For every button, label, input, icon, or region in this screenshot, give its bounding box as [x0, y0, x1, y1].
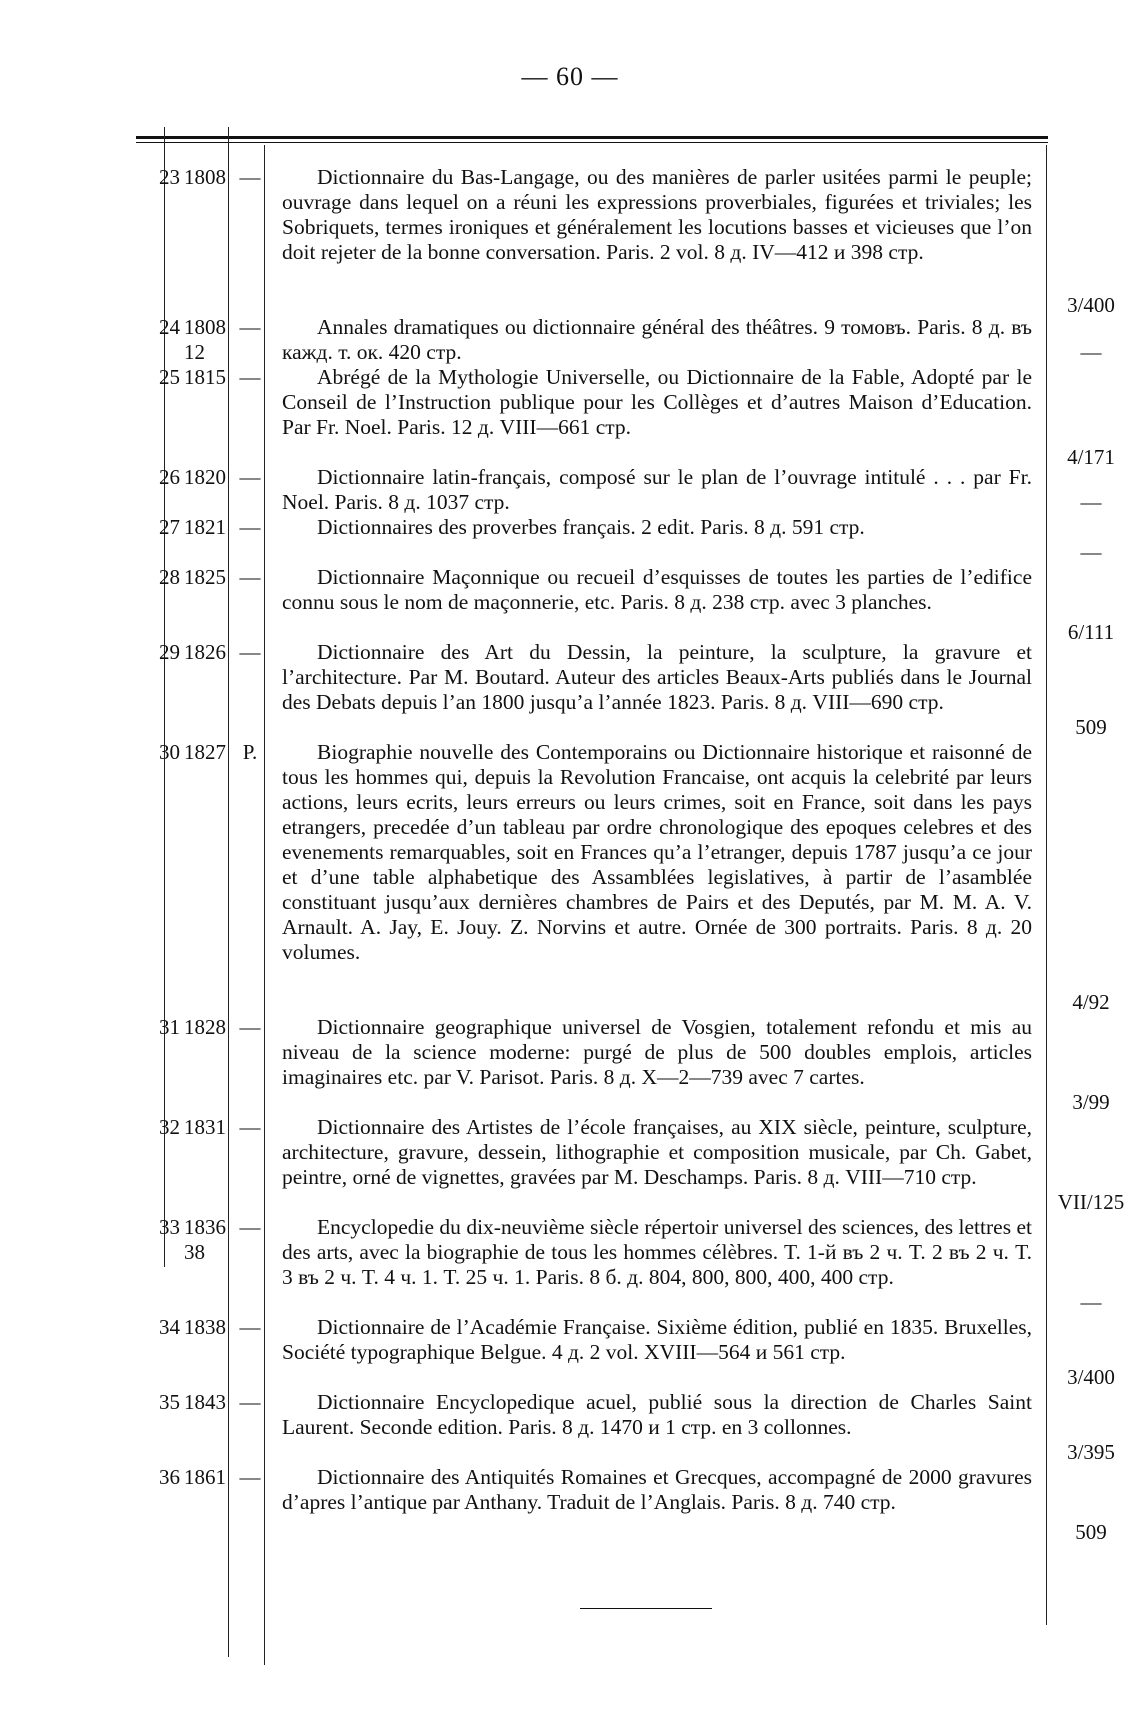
entry-year: 1815	[184, 365, 226, 389]
entry-mark: —	[239, 1390, 261, 1414]
entry-price: 4/171	[1067, 445, 1115, 469]
entry-price: 3/400	[1067, 1365, 1115, 1389]
entry-text: Annales dramatiques ou dictionnaire général des théâtres. 9 томовъ. Paris. 8 д. въ кажд. т. ок. 420 стр.	[282, 315, 1032, 364]
entry-text: Dictionnaire des Antiquités Romaines et Grecques, accompagné de 2000 gravures d’apres l’antique par Anthany. Traduit de l’Anglais. Paris. 8 д. 740 стр.	[282, 1465, 1032, 1514]
entry-year: 1808	[184, 165, 226, 189]
entry-price: 3/99	[1072, 1090, 1110, 1114]
entry-text: Dictionnaire Encyclopedique acuel, publié sous la direction de Charles Saint Laurent. Seconde edition. Paris. 8 д. 1470 и 1 стр. en 3 collonnes.	[282, 1390, 1032, 1439]
entry-price: 509	[1075, 1520, 1107, 1544]
entry-price: 3/400	[1067, 293, 1115, 317]
entry-number: 23	[159, 165, 180, 189]
entry-price: 3/395	[1067, 1440, 1115, 1464]
entry-year: 1825	[184, 565, 226, 589]
entry-year: 1831	[184, 1115, 226, 1139]
entry-number: 33	[159, 1215, 180, 1239]
column-divider	[264, 145, 265, 1665]
entry-text: Dictionnaires des proverbes français. 2 edit. Paris. 8 д. 591 стр.	[317, 515, 865, 539]
entry-year: 1843	[184, 1390, 226, 1414]
header-rule-thin	[136, 142, 1048, 143]
entry-mark: P.	[242, 740, 258, 764]
entry-mark: —	[239, 565, 261, 589]
entry-text: Dictionnaire de l’Académie Française. Sixième édition, publié en 1835. Bruxelles, Société typographique Belgue. 4 д. 2 vol. XVIII—564 и 561 стр.	[282, 1315, 1032, 1364]
entry-price: —	[1080, 490, 1102, 514]
entry-text: Dictionnaire geographique universel de Vosgien, totalement refondu et mis au niveau de la science moderne: purgé de plus de 500 doubles emplois, articles imaginaires etc. par V. Parisot. Paris. 8 д. X—2—739 avec 7 cartes.	[282, 1015, 1032, 1089]
entry-number: 25	[159, 365, 180, 389]
column-divider	[1046, 145, 1047, 1625]
entry-text: Dictionnaire des Art du Dessin, la peinture, la sculpture, la gravure et l’architecture. Par M. Boutard. Auteur des articles Beaux-Arts publiés dans le Journal des Debats depuis l’an 1800 jusqu’a l’année 1823. Paris. 8 д. VIII—690 стр.	[282, 640, 1032, 714]
entry-year: 1827	[184, 740, 226, 764]
entry-price: 6/111	[1067, 620, 1115, 644]
page-number: — 60 —	[521, 62, 619, 91]
entry-price: VII/125	[1057, 1190, 1125, 1214]
footer-rule	[580, 1608, 712, 1609]
entry-number: 29	[159, 640, 180, 664]
entry-number: 32	[159, 1115, 180, 1139]
column-divider	[164, 127, 165, 1267]
entry-price: —	[1080, 1290, 1102, 1314]
entry-text: Encyclopedie du dix-neuvième siècle répertoir universel des sciences, des lettres et des arts, avec la biographie de tous les hommes célèbres. T. 1-й въ 2 ч. T. 2 въ 2 ч. T. 3 въ 2 ч. T. 4 ч. 1. T. 25 ч. 1. Paris. 8 б. д. 804, 800, 800, 400, 400 стр.	[282, 1215, 1032, 1289]
entry-mark: —	[239, 1315, 261, 1339]
entry-text: Dictionnaire Maçonnique ou recueil d’esquisses de toutes les parties de l’edifice connu sous le nom de maçonnerie, etc. Paris. 8 д. 238 стр. avec 3 planches.	[282, 565, 1032, 614]
entry-text: Dictionnaire du Bas-Langage, ou des manières de parler usitées parmi le peuple; ouvrage dans lequel on a réuni les expressions proverbiales, figurées et triviales; les Sobriquets, termes ironiques et généralement les locutions basses et vicieuses que l’on doit rejeter de la bonne conversation. Paris. 2 vol. 8 д. IV—412 и 398 стр.	[282, 165, 1032, 264]
entry-price: —	[1080, 340, 1102, 364]
entry-number: 36	[159, 1465, 180, 1489]
entry-text: Dictionnaire latin-français, composé sur le plan de l’ouvrage intitulé . . . par Fr. Noel. Paris. 8 д. 1037 стр.	[282, 465, 1032, 514]
entry-number: 30	[159, 740, 180, 764]
entry-price: —	[1080, 540, 1102, 564]
entry-price: 4/92	[1072, 990, 1110, 1014]
entry-mark: —	[239, 1015, 261, 1039]
entry-text: Abrégé de la Mythologie Universelle, ou Dictionnaire de la Fable, Adopté par le Conseil de l’Instruction publique pour les Collèges et d’autres Maison d’Education. Par Fr. Noel. Paris. 12 д. VIII—661 стр.	[282, 365, 1032, 439]
entry-number: 26	[159, 465, 180, 489]
entry-number: 27	[159, 515, 180, 539]
entry-year: 1808 12	[184, 315, 226, 364]
entry-number: 24	[159, 315, 180, 339]
entry-year: 1861	[184, 1465, 226, 1489]
entry-number: 28	[159, 565, 180, 589]
entry-number: 31	[159, 1015, 180, 1039]
entry-year: 1821	[184, 515, 226, 539]
entry-mark: —	[239, 640, 261, 664]
entry-number: 35	[159, 1390, 180, 1414]
entry-mark: —	[239, 515, 261, 539]
entry-mark: —	[239, 315, 261, 339]
entry-year: 1836 38	[184, 1215, 226, 1264]
entry-mark: —	[239, 1215, 261, 1239]
entry-mark: —	[239, 465, 261, 489]
entry-year: 1838	[184, 1315, 226, 1339]
entry-price: 509	[1075, 715, 1107, 739]
entry-year: 1826	[184, 640, 226, 664]
entry-mark: —	[239, 365, 261, 389]
header-rule	[136, 136, 1048, 139]
entry-mark: —	[239, 1115, 261, 1139]
entry-mark: —	[239, 165, 261, 189]
entry-text: Dictionnaire des Artistes de l’école françaises, au XIX siècle, peinture, sculpture, architecture, gravure, dessein, lithographie et composition musicale, par Ch. Gabet, peintre, orné de vignettes, gravées par M. Deschamps. Paris. 8 д. VIII—710 стр.	[282, 1115, 1032, 1189]
entry-mark: —	[239, 1465, 261, 1489]
entry-number: 34	[159, 1315, 180, 1339]
entry-year: 1828	[184, 1015, 226, 1039]
entry-year: 1820	[184, 465, 226, 489]
entry-text: Biographie nouvelle des Contemporains ou Dictionnaire historique et raisonné de tous les hommes qui, depuis la Revolution Francaise, ont acquis la celebrité par leurs actions, leurs ecrits, leurs erreurs ou leurs crimes, soit en France, soit dans les pays etrangers, precedée d’un tableau par ordre chronologique des epoques celebres et des evenements remarquables, soit en Frances qu’a l’etranger, depuis 1787 jusqu’a ce jour et d’une table alphabetique des Assamblées legislatives, à partir de l’asamblée constituant jusqu’aux dernières chambres de Pairs et des Deputés, par M. M. A. V. Arnault. A. Jay, E. Jouy. Z. Norvins et autre. Ornée de 300 portraits. Paris. 8 д. 20 volumes.	[282, 740, 1032, 964]
